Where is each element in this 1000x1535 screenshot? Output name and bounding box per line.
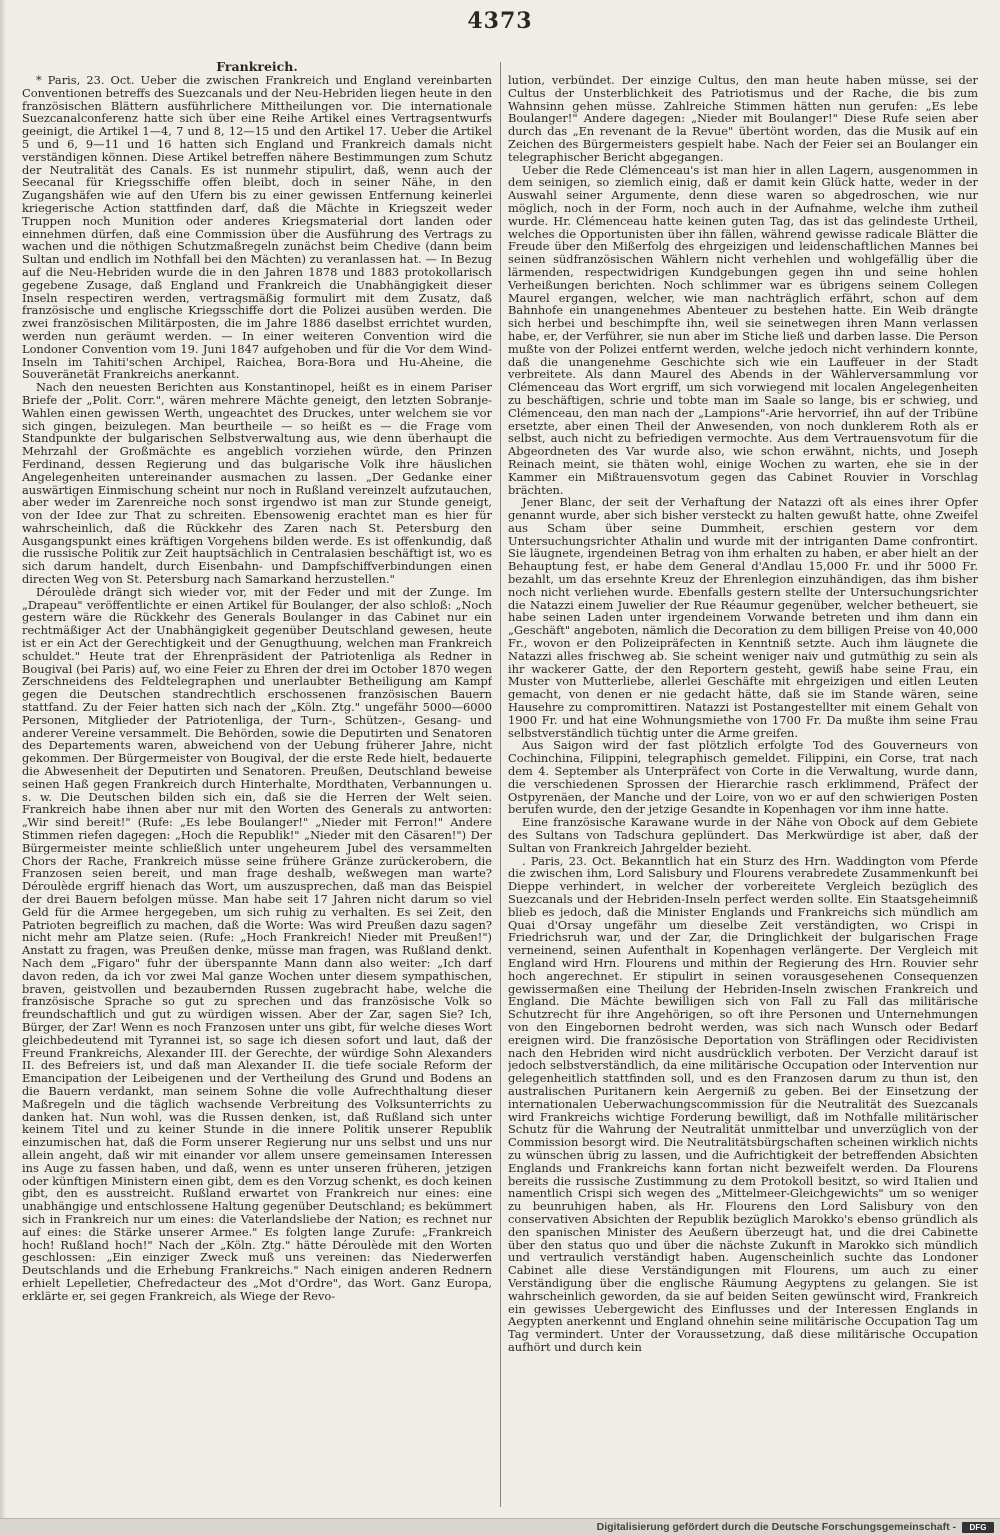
left-column — [22, 60, 492, 1510]
article-paragraph: Jener Blanc, der seit der Verhaftung der Natazzi oft als eines ihrer Opfer genannt wurde, aber sich bisher versteckt zu halten gewußt hatte, ohne Zweifel aus Scham über seine Dummheit, erschien gestern vor dem Untersuchungsrichter Athalin und wurde mit der intriganten Dame confrontirt. Sie läugnete, irgendeinen Betrag von ihm erhalten zu haben, er aber hielt an der Behauptung fest, er habe dem General d'Andlau 15,000 Fr. und ihr 5000 Fr. bezahlt, um das ersehnte Kreuz der Ehrenlegion einzuhändigen, das ihm bisher noch nicht verliehen wurde. Ebenfalls gestern stellte der Untersuchungsrichter die Natazzi einem Juwelier der Rue Réaumur gegenüber, welcher betheuert, sie habe seinen Laden unter irgendeinem Vorwande betreten und ihm dann ein „Geschäft" angeboten, nämlich die Decoration zu dem billigen Preise von 40,000 Fr., wovon er den Polizeipräfecten in Kenntniß setzte. Auch ihm läugnete die Natazzi alles frischweg ab. Sie scheint weniger naiv und gutmüthig zu sein als ihr wackerer Gatte, der den Reportern gesteht, gewiß habe seine Frau, ein Muster von Mutterliebe, allerlei Geschäfte mit ehrgeizigen und eitlen Leuten gemacht, von denen er nie gedacht hätte, daß sie im Stande wären, seine Hausehre zu compromittiren. Natazzi ist Postangestellter mit einem Gehalt von 1900 Fr. und hat eine Wohnungsmiethe von 1700 Fr. Da mußte ihm seine Frau selbstverständlich tüchtig unter die Arme greifen. — [508, 495, 978, 740]
dfg-logo-icon: DFG — [962, 1522, 994, 1533]
column-divider — [500, 62, 501, 1507]
article-paragraph: Aus Saigon wird der fast plötzlich erfolgte Tod des Gouverneurs von Cochinchina, Filippini, telegraphisch gemeldet. Filippini, ein Corse, trat nach dem 4. September als Unterpräfect von Corte in die Verwaltung, wurde dann, die verschiedenen Sprossen der Hierarchie rasch erklimmend, Präfect der Ostpyrenäen, der Manche und der Loire, von wo er auf den schwierigen Posten berufen wurde, den der jetzige Gesandte in Kopenhagen vor ihm inne hatte. — [508, 738, 978, 817]
article-paragraph: Eine französische Karawane wurde in der Nähe von Obock auf dem Gebiete des Sultans von Tadschura geplündert. Das Merkwürdige ist aber, daß der Sultan von Frankreich Jahrgelder bezieht. — [508, 815, 978, 855]
page-fold-shadow — [0, 0, 6, 1535]
article-paragraph: Nach den neuesten Berichten aus Konstantinopel, heißt es in einem Pariser Briefe der „Polit. Corr.", wären mehrere Mächte geneigt, den letzten Sobranje-Wahlen einen gewissen Werth, ungeachtet des Druckes, unter welchem sie vor sich gingen, beizulegen. Man beurtheile — so heißt es — die Frage vom Standpunkte der bulgarischen Selbstverwaltung aus, wie denn überhaupt die Mehrzahl der Großmächte es angeblich vorziehen würde, den Prinzen Ferdinand, dessen Regierung und das bulgarische Volk ihre häuslichen Angelegenheiten untereinander ausmachen zu lassen. „Der Gedanke einer auswärtigen Einmischung scheint nur noch in Rußland vereinzelt aufzutauchen, aber weder im Zarenreiche noch sonst irgendwo ist man zur Stunde geneigt, von der Idee zur That zu schreiten. Ebensowenig erachtet man es hier für wahrscheinlich, daß die Rückkehr des Zaren nach St. Petersburg den Ausgangspunkt eines kräftigen Vorgehens bilden werde. Es ist offenkundig, daß die russische Politik zur Zeit hauptsächlich in Centralasien beschäftigt ist, wo es sich darum handelt, durch Eisenbahn- und Dampfschiffverbindungen einen directen Weg von St. Petersburg nach Samarkand herzustellen." — [22, 380, 492, 587]
article-paragraph: Déroulède drängt sich wieder vor, mit der Feder und mit der Zunge. Im „Drapeau" veröffentlichte er einen Artikel für Boulanger, der also schloß: „Noch gestern wäre die Rückkehr des Generals Boulanger in das Cabinet nur ein rechtmäßiger Act der Unabhängigkeit gegenüber Deutschland gewesen, heute ist er ein Act der Gerechtigkeit und der Genugthuung, welchen man Frankreich schuldet." Heute trat der Ehrenpräsident der Patriotenliga als Redner in Bougival (bei Paris) auf, wo eine Feier zu Ehren der drei im October 1870 wegen Zerschneidens des Feldtelegraphen und unerlaubter Betheiligung am Kampf gegen die Deutschen standrechtlich erschossenen französischen Bauern stattfand. Zu der Feier hatten sich nach der „Köln. Ztg." ungefähr 5000—6000 Personen, Mitglieder der Patriotenliga, der Turn-, Schützen-, Gesang- und anderer Vereine versammelt. Die Behörden, sowie die Deputirten und Senatoren des Departements waren, abweichend von der Uebung früherer Jahre, nicht gekommen. Der Bürgermeister von Bougival, der die erste Rede hielt, bedauerte die Abwesenheit der Deputirten und Senatoren. Preußen, Deutschland beweise seinen Haß gegen Frankreich durch Hinterhalte, Mordthaten, Verbannungen u. s. w. Die Deutschen bilden sich ein, daß sie die Herren der Welt seien. Frankreich habe ihnen aber nur mit den Worten des Generals zu antworten: „Wir sind bereit!" (Rufe: „Es lebe Boulanger!" „Nieder mit Ferron!" Andere Stimmen riefen dagegen: „Hoch die Republik!" „Nieder mit den Cäsaren!") Der Bürgermeister meinte schließlich unter ungeheurem Jubel des versammelten Chors der Rache, Frankreich müsse seine frühere Gränze zurückerobern, die Franzosen seien bereit, und man frage deshalb, weßwegen man warte? Déroulède ergriff hienach das Wort, um auszusprechen, daß man das Beispiel der drei Bauern befolgen müsse. Man habe seit 17 Jahren nicht darum so viel Geld für die Armee hergegeben, um sich ruhig zu verhalten. Es sei Zeit, den Patrioten begreiflich zu machen, daß die Worte: Was wird Preußen dazu sagen? nicht mehr am Platze seien. (Rufe: „Hoch Frankreich! Nieder mit Preußen!") Anstatt zu fragen, was Preußen denke, müsse man fragen, was Rußland denkt. Nach dem „Figaro" fuhr der überspannte Mann dann also weiter: „Ich darf davon reden, da ich vor zwei Mal ganze Wochen unter diesem sympathischen, braven, geistvollen und bezaubernden Russen zugebracht habe, welche die französische Sprache so gut zu sprechen und das französische Volk so freundschaftlich und gut zu würdigen wissen. Aber der Zar, sagen Sie? Ich, Bürger, der Zar! Wenn es noch Franzosen unter uns gibt, für welche dieses Wort gleichbedeutend mit Tyrannei ist, so sage ich diesen sofort und laut, daß der Freund Frankreichs, Alexander III. der Gerechte, der würdige Sohn Alexanders II. des Befreiers ist, und daß man Alexander II. die tiefe sociale Reform der Emancipation der Leibeigenen und der Vertheilung des Grund und Bodens an die Bauern verdankt, man seinem Sohne die volle Aufrechthaltung dieser Maßregeln und die täglich wachsende Verbreitung des Volksunterrichts zu danken hat. Nun wohl, was die Russen denken, ist, daß Rußland sich unter keinem Titel und zu keiner Stunde in die innere Politik unserer Republik einzumischen hat, daß die Form unserer Regierung nur uns selbst und uns nur allein angeht, daß wir mit einander vor allem unsere gemeinsamen Interessen ins Auge zu fassen haben, und daß, wenn es unter unseren früheren, jetzigen oder künftigen Ministern einen gibt, dem es den Vorzug schenkt, es doch keinen gibt, den es ausstreicht. Rußland erwartet von Frankreich nur eines: eine unabhängige und entschlossene Haltung gegenüber Deutschland; es bekümmert sich in Frankreich nur um eines: die Vaterlandsliebe der Nation; es rechnet nur auf eines: die Stärke unserer Armee." Es folgten lange Zurufe: „Frankreich hoch! Rußland hoch!" Nach der „Köln. Ztg." hätte Déroulède mit den Worten geschlossen: „Ein einziger Zweck muß uns vereinen: das Niederwerfen Deutschlands und die Erhebung Frankreichs." Nach einigen anderen Rednern erhielt Lepelletier, Chefredacteur des „Mot d'Ordre", das Wort. Ganz Europa, erklärte er, sei gegen Frankreich, als Wiege der Revo- — [22, 584, 492, 1303]
article-paragraph: Ueber die Rede Clémenceau's ist man hier in allen Lagern, ausgenommen in dem seinigen, so ziemlich einig, daß er damit kein Glück hatte, weder in der Auswahl seiner Argumente, denn diese waren so abgedroschen, wie nur möglich, noch in der Form, noch auch in der Aufnahme, welche ihm zutheil wurde. Hr. Clémenceau hatte keinen guten Tag, das ist das gelindeste Urtheil, welches die Opportunisten über ihn fällen, während gewisse radicale Blätter die Freude über den Mißerfolg des ehrgeizigen und leidenschaftlichen Mannes bei seinen südfranzösischen Wählern nicht verhehlen und wohlgefällig über die lärmenden, respectwidrigen Kundgebungen gegen ihn und seine hohlen Verheißungen berichten. Noch schlimmer war es übrigens seinem Collegen Maurel ergangen, welcher, wie man nachträglich erfährt, schon auf dem Bahnhofe ein unangenehmes Abenteuer zu bestehen hatte. Ein Weib drängte sich herbei und beschimpfte ihn, weil sie seinetwegen ihren Mann verlassen habe, er, der Verführer, sie nun aber im Stiche ließ und darben lasse. Die Person mußte von der Polizei entfernt werden, welche jedoch nicht verhindern konnte, daß die unangenehme Geschichte sich wie ein Lauffeuer in der Stadt verbreitete. Als dann Maurel des Abends in der Wählerversammlung vor Clémenceau das Wort ergriff, um sich vorwiegend mit localen Angelegenheiten zu beschäftigen, schrie und tobte man im Saale so lange, bis er schwieg, und Clémenceau, den man nach der „Lampions"-Arie hervorrief, ihn auf der Tribüne ersetzte, aber einen Theil der Anwesenden, von noch dunklerem Roth als er selbst, auch nicht zu befriedigen vermochte. Aus dem Vertrauensvotum für die Abgeordneten des Var wurde also, wie schon erwähnt, nichts, und Joseph Reinach meint, sie thäten wohl, einige Wochen zu warten, ehe sie in der Kammer ein Mißtrauensvotum gegen das Cabinet Rouvier in Vorschlag brächten. — [508, 162, 978, 497]
page-number: 4373 — [467, 8, 533, 34]
article-paragraph: . Paris, 23. Oct. Bekanntlich hat ein Sturz des Hrn. Waddington vom Pferde die zwischen ihm, Lord Salisbury und Flourens verabredete Zusammenkunft bei Dieppe verhindert, in welcher der vorbereitete Vergleich bezüglich des Suezcanals und der Hebriden-Inseln perfect werden sollte. Ein Staatsgeheimniß blieb es jedoch, daß die Minister Englands und Frankreichs sich mündlich am Quai d'Orsay ungefähr um dieselbe Zeit verständigten, wo Crispi in Friedrichsruh war, und der Zar, die Dringlichkeit der bulgarischen Frage verneinend, seinen Aufenthalt in Kopenhagen verlängerte. Der Vergleich mit England wird Hrn. Flourens und mithin der Regierung des Hrn. Rouvier sehr hoch angerechnet. Er stipulirt in seinen vorausgesehenen Consequenzen gewissermaßen eine Theilung der Hebriden-Inseln zwischen Frankreich und England. Die Mächte bewilligen sich von Fall zu Fall das militärische Schutzrecht für ihre Angehörigen, so oft ihre Personen und Unternehmungen von den Eingebornen bedroht werden, was sich nach Wunsch oder Bedarf ereignen wird. Die französische Deportation von Sträflingen oder Recidivisten nach den Hebriden wird nicht ausdrücklich verboten. Der Verzicht darauf ist jedoch selbstverständlich, da eine militärische Occupation oder Intervention nur gelegenheitlich stattfinden soll, und es den Franzosen darum zu thun ist, den australischen Puritanern kein Aergerniß zu geben. Bei der Einsetzung der internationalen Ueberwachungscommission für die Neutralität des Suezcanals wird Frankreichs wichtige Forderung bewilligt, daß im Nothfalle militärischer Schutz für die Wahrung der Neutralität unmittelbar und unverzüglich von der Commission besorgt wird. Die Neutralitätsbürgschaften scheinen wirklich nichts zu wünschen übrig zu lassen, und die Aufrichtigkeit der betreffenden Absichten Englands und Frankreichs kann fortan nicht bezweifelt werden. Da Flourens bereits die russische Zustimmung zu dem Protokoll besitzt, so wird Italien und namentlich Crispi sich wegen des „Mittelmeer-Gleichgewichts" um so weniger zu beunruhigen haben, als Hr. Flourens den Lord Salisbury von den conservativen Absichten der Republik bezüglich Marokko's ebenso gründlich als den spanischen Minister des Aeußern überzeugt hat, und die drei Cabinette über den status quo und über die nächste Zukunft in Marokko sich mündlich und vertraulich verständigt haben. Augenscheinlich suchte das Londoner Cabinet alle diese Verständigungen mit Flourens, um auch zu einer Verständigung über die englische Räumung Aegyptens zu gelangen. Sie ist wahrscheinlich geworden, da sie auf beiden Seiten gewünscht wird, Frankreich ein gewisses Uebergewicht des Einflusses und der Interessen Englands in Aegypten anerkennt und England ohnehin seine militärische Occupation Tag um Tag vermindert. Unter der Voraussetzung, daß diese militärische Occupation aufhört und durch kein — [508, 853, 978, 1354]
footer-credit: Digitalisierung gefördert durch die Deutsche Forschungsgemeinschaft - — [596, 1521, 956, 1533]
section-title: Frankreich. — [216, 60, 298, 74]
article-paragraph: lution, verbündet. Der einzige Cultus, den man heute haben müsse, sei der Cultus der Unsterblichkeit des Patriotismus und der Rache, die bis zum Wahnsinn gehen müsse. Zahlreiche Stimmen hätten nun gerufen: „Es lebe Boulanger!" Andere dagegen: „Nieder mit Boulanger!" Diese Rufe seien aber durch das „En revenant de la Revue" übertönt worden, das die Musik auf ein Zeichen des Bürgermeisters gespielt habe. Nach der Feier sei an Boulanger ein telegraphischer Bericht abgegangen. — [508, 74, 978, 164]
right-column — [508, 74, 978, 1524]
digitization-footer — [0, 1518, 1000, 1535]
article-paragraph: * Paris, 23. Oct. Ueber die zwischen Frankreich und England vereinbarten Conventionen betreffs des Suezcanals und der Neu-Hebriden liegen heute in den französischen Blättern ausführlichere Mittheilungen vor. Die internationale Suezcanalconferenz hatte sich über eine Reihe Artikel eines Vertragsentwurfs geeinigt, die Artikel 1—4, 7 und 8, 12—15 und den Artikel 17. Ueber die Artikel 5 und 6, 9—11 und 16 hatten sich England und Frankreich damals nicht verständigen können. Diese Artikel betreffen nähere Bestimmungen zum Schutz der Neutralität des Canals. Es ist nunmehr stipulirt, daß, wenn auch der Seecanal für Kriegsschiffe offen bleibt, doch in seiner Nähe, in den Zugangshäfen wie auf den Ufern bis zu einer gewissen Entfernung keinerlei kriegerische Action stattfinden darf, daß die Mächte in Kriegszeit weder Truppen noch Munition oder anderes Kriegsmaterial dort landen oder einnehmen dürfen, daß eine Commission über die Ausführung des Vertrags zu wachen und die nöthigen Schutzmaßregeln zunächst beim Chedive (dann beim Sultan und endlich im Nothfall bei den Mächten) zu veranlassen hat. — In Bezug auf die Neu-Hebriden wurde die in den Jahren 1878 und 1883 protokollarisch gegebene Zusage, daß England und Frankreich die Unabhängigkeit dieser Inseln respectiren werden, vertragsmäßig formulirt mit dem Zusatz, daß französische und englische Kriegsschiffe dort die Polizei ausüben werden. Die zwei französischen Militärposten, die im Jahre 1886 daselbst errichtet wurden, werden nun geräumt werden. — In einer weiteren Convention wird die Londoner Convention vom 19. Juni 1847 aufgehoben und für die Vor dem Wind-Inseln im Tahiti'schen Archipel, Raichea, Bora-Bora und Hu-Aheine, die Souveränetät Frankreichs anerkannt. — [22, 73, 492, 382]
